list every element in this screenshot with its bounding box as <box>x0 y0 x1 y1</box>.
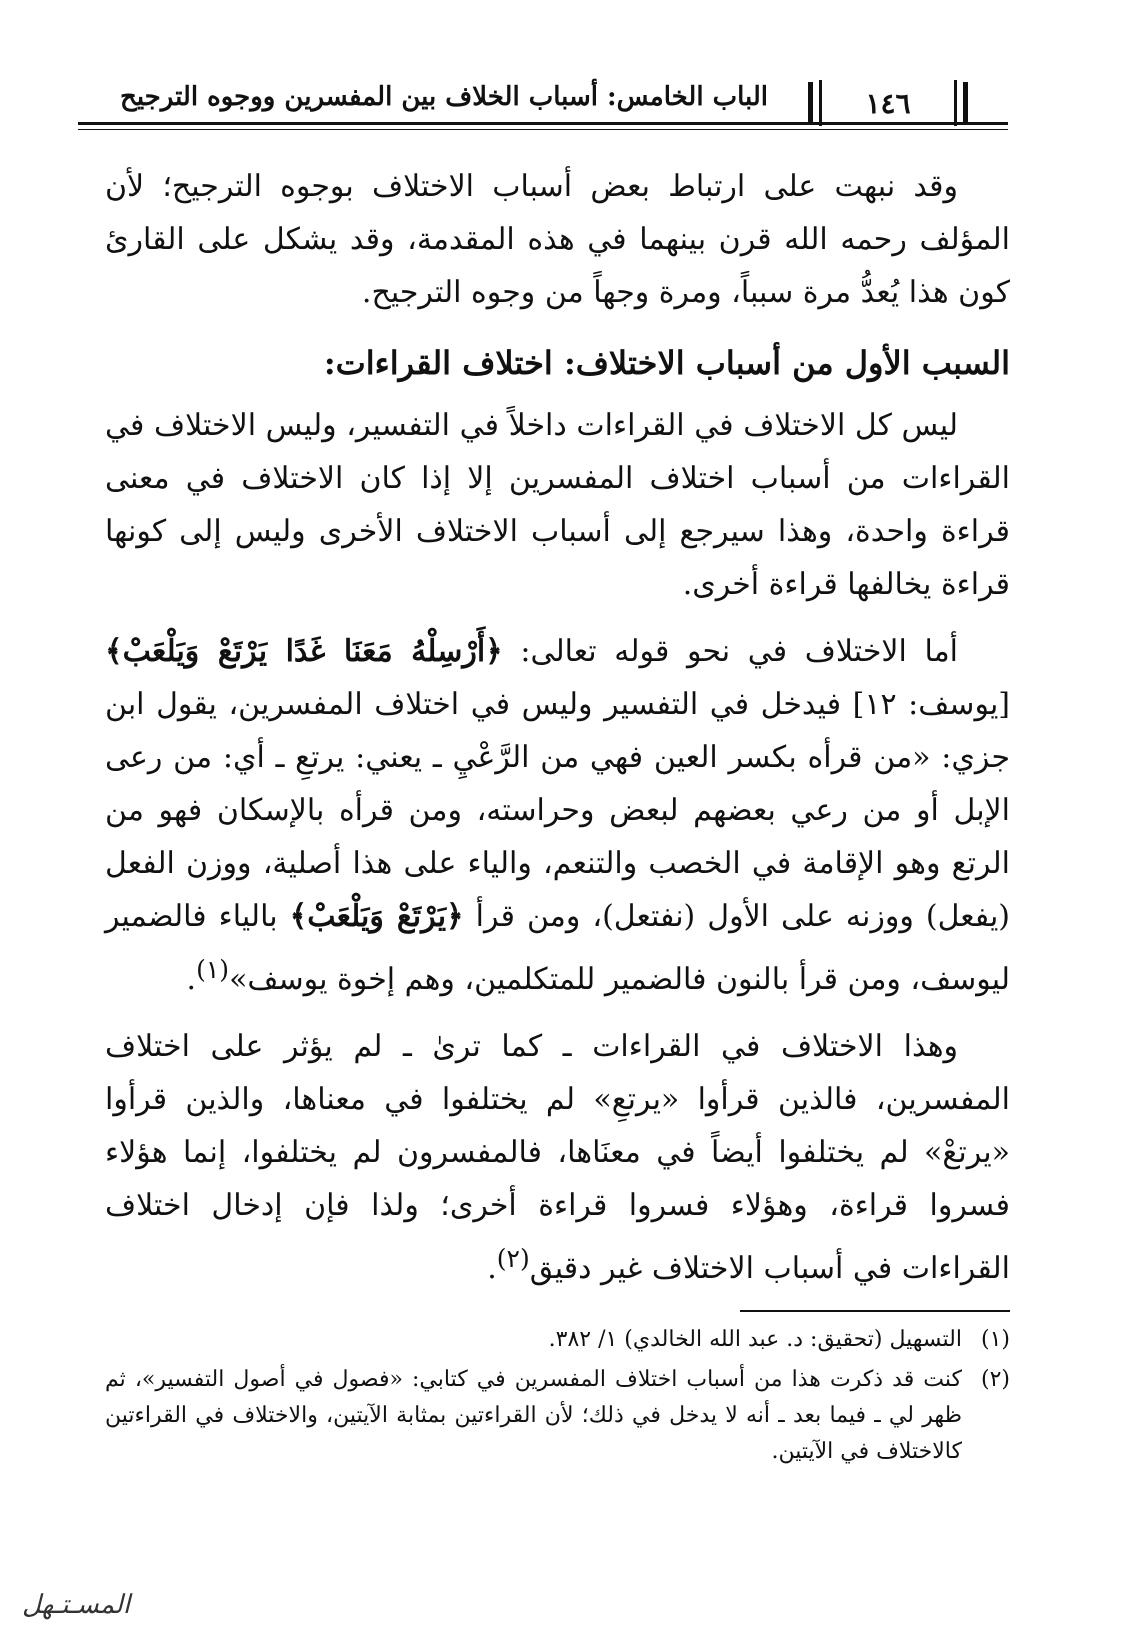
footnote-number: (٢) <box>980 1367 1010 1392</box>
running-title: الباب الخامس: أسباب الخلاف بين المفسرين ووجوه الترجيح <box>120 82 768 112</box>
quran-verse-2: ﴿يَرْتَعْ وَيَلْعَبْ﴾ <box>289 899 464 934</box>
footnote-1 <box>105 1322 1010 1358</box>
header-rule-thin <box>78 129 1008 130</box>
footnote-text: التسهيل (تحقيق: د. عبد الله الخالدي) ١/ ٣٨٢. <box>548 1327 962 1352</box>
page-header <box>78 72 1008 136</box>
footnote-separator <box>740 1310 1010 1312</box>
paragraph-3: أما الاختلاف في نحو قوله تعالى: ﴿أَرْسِلْهُ مَعَنَا غَدًا يَرْتَعْ وَيَلْعَبْ﴾ [يوسف: ١٢] فيدخل في التفسير وليس في اختلاف المفسرين، يقول ابن جزي: «من قرأه بكسر العين فهي من الرَّعْيِ ـ يعني: يرتعِ ـ أي: من رعى الإبل أو من رعي بعضهم لبعض وحراسته، ومن قرأه بالإسكان فهو من الرتع وهو الإقامة في الخصب والتنعم، والياء على هذا أصلية، ووزن الفعل (يفعل) ووزنه على الأول (نفتعل)، ومن قرأ ﴿يَرْتَعْ وَيَلْعَبْ﴾ بالياء فالضمير ليوسف، ومن قرأ بالنون فالضمير للمتكلمين، وهم إخوة يوسف»$^{(١)}$. <box>105 634 1010 997</box>
quran-verse: ﴿أَرْسِلْهُ مَعَنَا غَدًا يَرْتَعْ وَيَلْعَبْ﴾ <box>105 634 503 669</box>
footnote-number: (١) <box>980 1327 1010 1352</box>
paragraph-4-text: وهذا الاختلاف في القراءات ـ كما ترىٰ ـ لم يؤثر على اختلاف المفسرين، فالذين قرأوا «يرتعِ» لم يختلفوا في معناها، والذين قرأوا «يرتعْ» لم يختلفوا أيضاً في معنَاها، فالمفسرون لم يختلفوا، إنما هؤلاء فسروا قراءة، وهؤلاء فسروا قراءة أخرى؛ ولذا فإن إدخال اختلاف القراءات في أسباب الاختلاف غير دقيق <box>105 1029 1010 1286</box>
footnote-ref-1[interactable]: (١) <box>196 955 230 984</box>
paragraph-2: ليس كل الاختلاف في القراءات داخلاً في التفسير، وليس الاختلاف في القراءات من أسباب اختلاف المفسرين إلا إذا كان الاختلاف في معنى قراءة واحدة، وهذا سيرجع إلى أسباب الاختلاف الأخرى وليس إلى كونها قراءة يخالفها قراءة أخرى. <box>105 408 1010 602</box>
page-number: ١٤٦ <box>808 82 968 124</box>
footnote-2 <box>105 1362 1010 1470</box>
watermark-text: المسـتـهل <box>22 1590 131 1620</box>
watermark-logo <box>22 1590 130 1620</box>
paragraph-3-rest: [يوسف: ١٢] فيدخل في التفسير وليس في اختلاف المفسرين، يقول ابن جزي: «من قرأه بكسر العين فهي من الرَّعْيِ ـ يعني: يرتعِ ـ أي: من رعى الإبل أو من رعي بعضهم لبعض وحراسته، ومن قرأه بالإسكان فهو من الرتع وهو الإقامة في الخصب والتنعم، والياء على هذا أصلية، ووزن الفعل (يفعل) ووزنه على الأول (نفتعل)، ومن قرأ <box>105 687 1010 934</box>
paragraph-3-intro: أما الاختلاف في نحو قوله تعالى: <box>502 634 958 669</box>
section-heading: السبب الأول من أسباب الاختلاف: اختلاف القراءات: <box>323 344 1010 382</box>
footnote-text: كنت قد ذكرت هذا من أسباب اختلاف المفسرين في كتابي: «فصول في أصول التفسير»، ثم ظهر لي ـ فيما بعد ـ أنه لا يدخل في ذلك؛ لأن القراءتين بمثابة الآيتين، والاختلاف في القراءتين كالاختلاف في الآيتين. <box>105 1367 962 1464</box>
paragraph-1: وقد نبهت على ارتباط بعض أسباب الاختلاف بوجوه الترجيح؛ لأن المؤلف رحمه الله قرن بينهما في هذه المقدمة، وقد يشكل على القارئ كون هذا يُعدُّ مرة سبباً، ومرة وجهاً من وجوه الترجيح. <box>105 169 1010 310</box>
footnotes <box>105 1322 1010 1474</box>
footnote-ref-2[interactable]: (٢) <box>496 1244 530 1273</box>
paragraph-4: وهذا الاختلاف في القراءات ـ كما ترىٰ ـ لم يؤثر على اختلاف المفسرين، فالذين قرأوا «يرتعِ» لم يختلفوا في معناها، والذين قرأوا «يرتعْ» لم يختلفوا أيضاً في معنَاها، فالمفسرون لم يختلفوا، إنما هؤلاء فسروا قراءة، وهؤلاء فسروا قراءة أخرى؛ ولذا فإن إدخال اختلاف القراءات في أسباب الاختلاف غير دقيق$^{(٢)}$. <box>105 1029 1010 1286</box>
paragraph-3-end: بالياء فالضمير ليوسف، ومن قرأ بالنون فالضمير للمتكلمين، وهم إخوة يوسف» <box>105 899 1010 997</box>
main-text <box>105 160 1010 1309</box>
header-rule <box>78 122 1008 125</box>
